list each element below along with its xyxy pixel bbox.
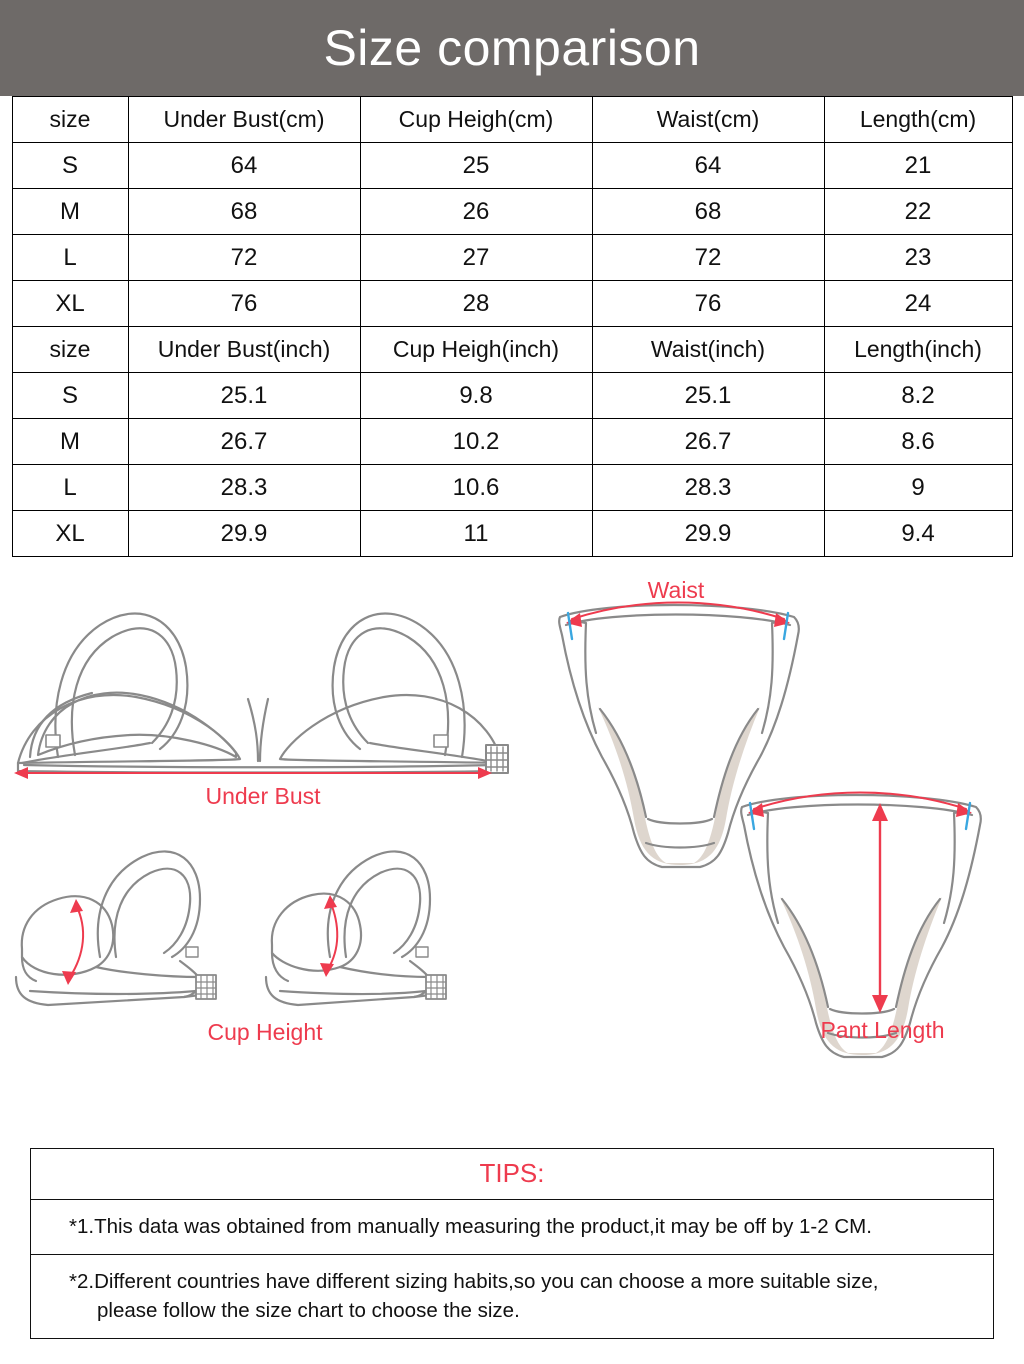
- label-waist: Waist: [647, 577, 705, 603]
- table-cell: 26.7: [128, 419, 360, 465]
- table-cell: 11: [360, 511, 592, 557]
- bra-closure-icon: [486, 745, 508, 773]
- size-chart-table: [12, 96, 1013, 557]
- table-cell: 26: [360, 189, 592, 235]
- table-cell: S: [12, 373, 128, 419]
- bra-front-illustration: [18, 614, 502, 773]
- table-cell: 29.9: [128, 511, 360, 557]
- table-cell: 72: [128, 235, 360, 281]
- table-cell: 8.6: [824, 419, 1012, 465]
- table-row: [12, 281, 1012, 327]
- table-header-cell: Under Bust(inch): [128, 327, 360, 373]
- strap-adjuster-icon-side-1: [186, 947, 198, 957]
- table-header-cell: size: [12, 327, 128, 373]
- table-header-row-inch: [12, 327, 1012, 373]
- table-cell: 22: [824, 189, 1012, 235]
- table-row: [12, 235, 1012, 281]
- table-cell: 9: [824, 465, 1012, 511]
- page-title: Size comparison: [323, 20, 701, 76]
- table-cell: 76: [128, 281, 360, 327]
- measurement-diagrams: [0, 557, 1024, 1087]
- table-header-cell: Waist(inch): [592, 327, 824, 373]
- table-cell: 25.1: [592, 373, 824, 419]
- waist-endcap-ticks: [568, 613, 788, 639]
- table-cell: 10.2: [360, 419, 592, 465]
- table-header-cell: Waist(cm): [592, 97, 824, 143]
- table-cell: 21: [824, 143, 1012, 189]
- label-pant-length: Pant Length: [820, 1017, 945, 1043]
- table-cell: S: [12, 143, 128, 189]
- table-cell: 28: [360, 281, 592, 327]
- table-row: [12, 373, 1012, 419]
- under-bust-arrow: [14, 767, 492, 779]
- table-header-cell: Length(inch): [824, 327, 1012, 373]
- diagram-illustrations: [0, 557, 1024, 1087]
- table-cell: 26.7: [592, 419, 824, 465]
- table-cell: 23: [824, 235, 1012, 281]
- table-header-row-cm: [12, 97, 1012, 143]
- table-header-cell: Cup Heigh(cm): [360, 97, 592, 143]
- table-cell: 25.1: [128, 373, 360, 419]
- table-header-cell: Cup Heigh(inch): [360, 327, 592, 373]
- table-cell: L: [12, 235, 128, 281]
- table-cell: 9.4: [824, 511, 1012, 557]
- table-cell: 64: [592, 143, 824, 189]
- tips-title: TIPS:: [31, 1149, 993, 1200]
- table-cell: 27: [360, 235, 592, 281]
- table-cell: M: [12, 189, 128, 235]
- label-cup-height: Cup Height: [207, 1019, 323, 1045]
- bra-closure-icon-side-1: [196, 975, 216, 999]
- table-cell: XL: [12, 281, 128, 327]
- table-header-cell: Under Bust(cm): [128, 97, 360, 143]
- tips-line-2-part-1: *2.Different countries have different sizing habits,so you can choose a more suitable size,: [69, 1269, 879, 1293]
- tips-line-2: [31, 1254, 993, 1338]
- table-header-cell: Length(cm): [824, 97, 1012, 143]
- strap-adjuster-icon-side-2: [416, 947, 428, 957]
- table-cell: L: [12, 465, 128, 511]
- table-cell: 8.2: [824, 373, 1012, 419]
- table-row: [12, 143, 1012, 189]
- table-cell: 29.9: [592, 511, 824, 557]
- table-cell: 28.3: [128, 465, 360, 511]
- table-cell: 24: [824, 281, 1012, 327]
- page-header: [0, 0, 1024, 96]
- table-header-cell: size: [12, 97, 128, 143]
- bra-closure-icon-side-2: [426, 975, 446, 999]
- table-cell: 68: [128, 189, 360, 235]
- panty-front-illustration: [559, 605, 799, 867]
- tips-line-2-part-2: please follow the size chart to choose the size.: [97, 1299, 520, 1323]
- bra-side-illustration-1: [16, 851, 200, 1005]
- table-row: [12, 419, 1012, 465]
- table-row: [12, 511, 1012, 557]
- table-cell: 28.3: [592, 465, 824, 511]
- waist-endcap-ticks-2: [750, 803, 970, 829]
- table-cell: 72: [592, 235, 824, 281]
- pant-length-arrow: [872, 803, 888, 1013]
- table-cell: 10.6: [360, 465, 592, 511]
- table-cell: 76: [592, 281, 824, 327]
- table-cell: 9.8: [360, 373, 592, 419]
- tips-line-1: *1.This data was obtained from manually measuring the product,it may be off by 1-2 CM.: [69, 1215, 872, 1238]
- table-row: [12, 189, 1012, 235]
- table-cell: 68: [592, 189, 824, 235]
- tips-box: [30, 1148, 994, 1339]
- table-cell: 64: [128, 143, 360, 189]
- label-under-bust: Under Bust: [205, 783, 321, 809]
- table-cell: XL: [12, 511, 128, 557]
- table-row: [12, 465, 1012, 511]
- table-cell: M: [12, 419, 128, 465]
- table-cell: 25: [360, 143, 592, 189]
- bra-side-illustration-2: [266, 851, 430, 1005]
